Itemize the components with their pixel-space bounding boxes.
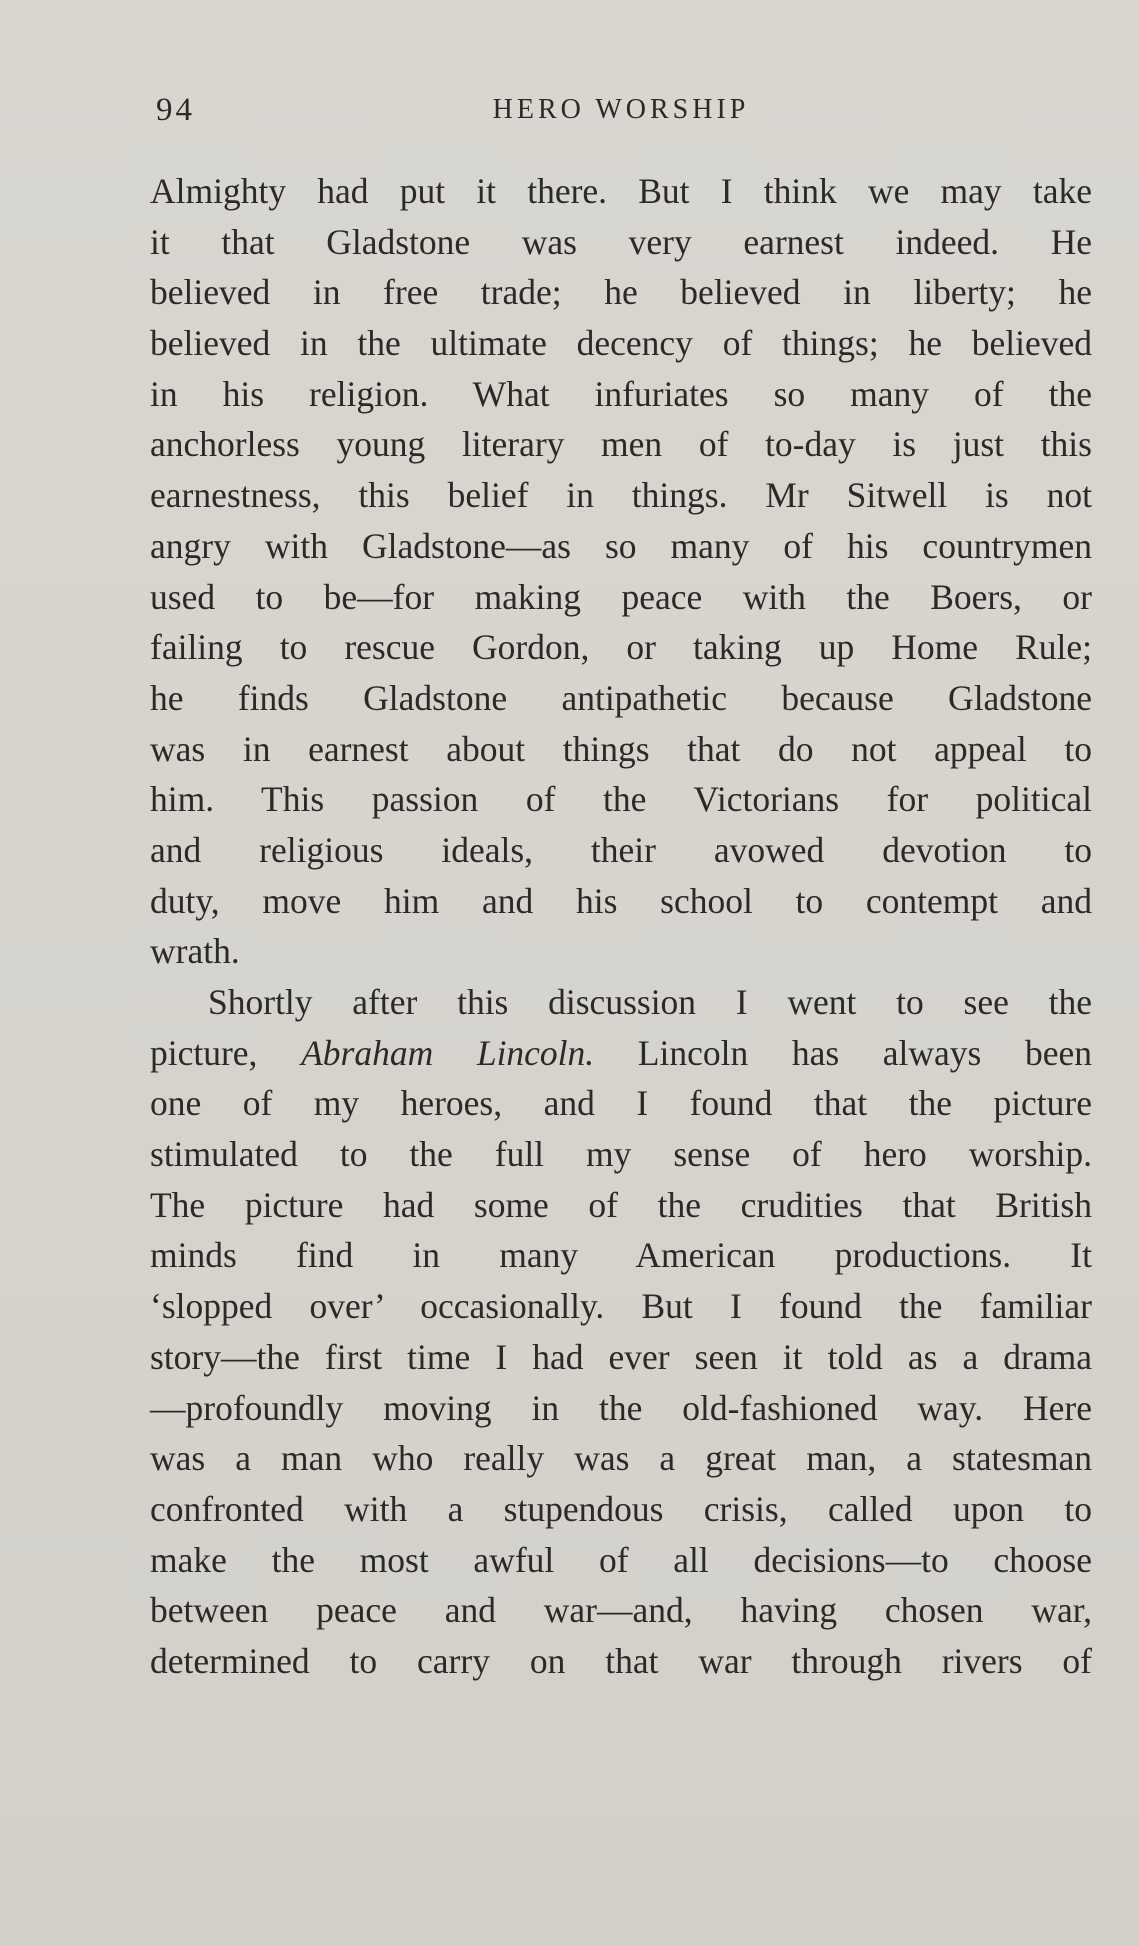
text-segment: Lincoln has always been xyxy=(594,1032,1092,1073)
text-line: duty, move him and his school to contempt and xyxy=(150,880,1092,921)
text-line: was a man who really was a great man, a statesman xyxy=(150,1438,1092,1479)
text-line: ‘slopped over’ occasionally. But I found the familiar xyxy=(150,1286,1092,1327)
page-body xyxy=(150,166,1092,1687)
text-line: —profoundly moving in the old-fashioned way. Here xyxy=(150,1387,1092,1428)
text-line: used to be—for making peace with the Boers, or xyxy=(150,576,1092,617)
text-line: minds find in many American productions. It xyxy=(150,1235,1092,1276)
text-line: and religious ideals, their avowed devotion to xyxy=(150,829,1092,870)
text-line: stimulated to the full my sense of hero worship. xyxy=(150,1134,1092,1175)
text-line: was in earnest about things that do not appeal to xyxy=(150,728,1092,769)
text-line: Shortly after this discussion I went to see the xyxy=(208,982,1092,1022)
text-line-with-title xyxy=(150,1028,1092,1079)
text-line: earnestness, this belief in things. Mr Sitwell is not xyxy=(150,475,1092,516)
text-line: believed in the ultimate decency of things; he believed xyxy=(150,323,1092,364)
text-line: believed in free trade; he believed in liberty; he xyxy=(150,272,1092,313)
text-line: Almighty had put it there. But I think we may take xyxy=(150,171,1092,211)
running-head: HERO WORSHIP xyxy=(492,94,750,125)
text-line: one of my heroes, and I found that the picture xyxy=(150,1083,1092,1124)
text-line: it that Gladstone was very earnest indeed. He xyxy=(150,221,1092,262)
text-line: failing to rescue Gordon, or taking up Home Rule; xyxy=(150,627,1092,668)
page-number: 94 xyxy=(156,92,195,128)
text-line: wrath. xyxy=(150,931,240,972)
text-segment: picture, xyxy=(150,1032,302,1073)
text-line: angry with Gladstone—as so many of his countrymen xyxy=(150,525,1092,566)
text-line: confronted with a stupendous crisis, called upon to xyxy=(150,1488,1092,1529)
text-line: he finds Gladstone antipathetic because Gladstone xyxy=(150,677,1092,718)
film-title: Abraham Lincoln. xyxy=(301,1032,595,1073)
text-line: make the most awful of all decisions—to choose xyxy=(150,1539,1092,1580)
text-line: him. This passion of the Victorians for political xyxy=(150,779,1092,820)
paragraph-2 xyxy=(150,977,1092,1687)
text-line: in his religion. What infuriates so many of the xyxy=(150,373,1092,414)
page-header xyxy=(150,92,1092,140)
text-line: anchorless young literary men of to-day is just this xyxy=(150,424,1092,465)
text-line: determined to carry on that war through rivers of xyxy=(150,1640,1092,1681)
text-line: between peace and war—and, having chosen war, xyxy=(150,1590,1092,1631)
text-line: story—the first time I had ever seen it told as a drama xyxy=(150,1336,1092,1377)
paragraph-1 xyxy=(150,166,1092,977)
text-line: The picture had some of the crudities that British xyxy=(150,1184,1092,1225)
